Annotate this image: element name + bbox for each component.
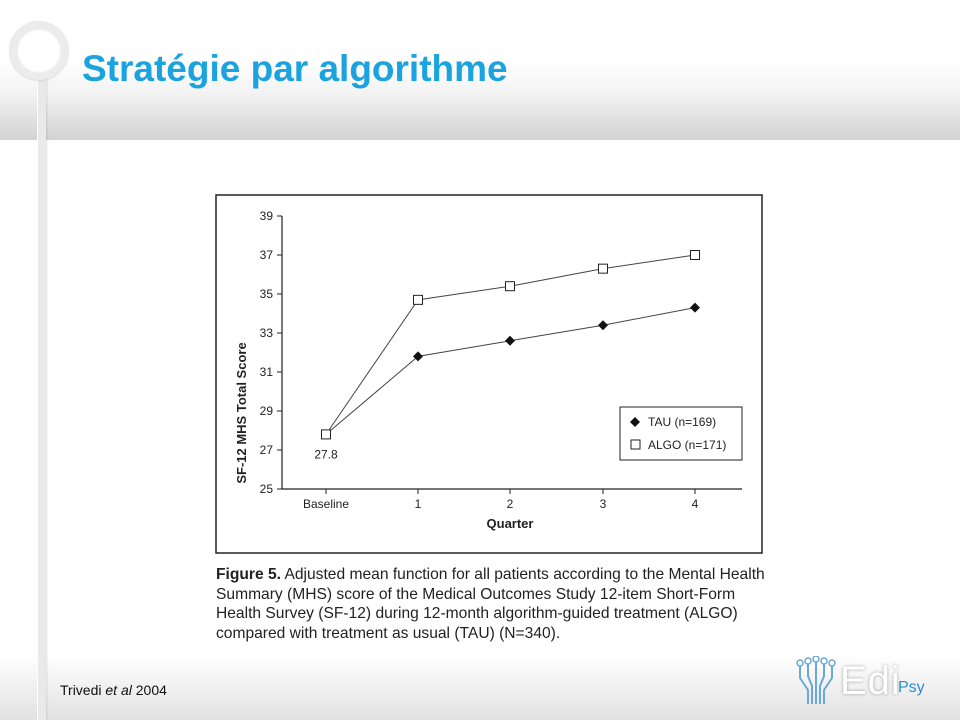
- logo-suffix: Psy: [898, 679, 925, 696]
- citation: [60, 682, 167, 698]
- y-tick-label: 25: [259, 482, 273, 496]
- legend-entry-tau: TAU (n=169): [648, 415, 717, 429]
- legend: [620, 407, 742, 460]
- algo-point: [414, 295, 423, 304]
- logo-name: Edi: [840, 659, 901, 703]
- figure-caption: [216, 565, 776, 643]
- y-tick-label: 35: [259, 287, 273, 301]
- x-tick-label: 4: [691, 497, 699, 511]
- y-ticks: [260, 209, 282, 496]
- figure-label: Figure 5.: [216, 566, 281, 583]
- y-axis-label: SF-12 MHS Total Score: [234, 342, 249, 484]
- legend-entry-algo: ALGO (n=171): [648, 438, 727, 452]
- y-tick-label: 37: [259, 248, 273, 262]
- slide-title: Stratégie par algorithme: [82, 48, 508, 89]
- legend-marker-square: [631, 440, 640, 449]
- y-tick-label: 31: [259, 365, 273, 379]
- y-tick-label: 27: [259, 443, 273, 457]
- citation-etal: et al: [105, 682, 132, 698]
- citation-author: Trivedi: [60, 682, 106, 698]
- y-tick-label: 39: [259, 209, 273, 223]
- figure-caption-text: Adjusted mean function for all patients according to the Mental Health Summary (MHS) score of the Medical Outcomes Study 12-item Short-Form Health Survey (SF-12) during 12-month algorithm-guided treatment (ALGO) compared with treatment as usual (TAU) (N=340).: [216, 566, 765, 642]
- tau-point: [505, 336, 515, 346]
- x-tick-label: Baseline: [302, 497, 350, 511]
- citation-year: 2004: [131, 682, 167, 698]
- figure-frame: [216, 195, 762, 553]
- decorative-ring-icon: [10, 22, 68, 80]
- baseline-annotation: 27.8: [314, 447, 338, 462]
- algo-point: [506, 282, 515, 291]
- algo-point: [322, 430, 331, 439]
- algo-point: [691, 251, 700, 260]
- x-ticks: [303, 489, 699, 511]
- y-tick-label: 29: [259, 404, 273, 418]
- decorative-vertical-line: [37, 66, 46, 720]
- x-axis-label: Quarter: [486, 516, 534, 531]
- tau-point: [598, 320, 608, 330]
- algo-point: [599, 264, 608, 273]
- x-tick-label: 1: [414, 497, 422, 511]
- x-tick-label: 2: [506, 497, 514, 511]
- x-tick-label: 3: [599, 497, 607, 511]
- y-tick-label: 33: [259, 326, 273, 340]
- tau-point: [690, 303, 700, 313]
